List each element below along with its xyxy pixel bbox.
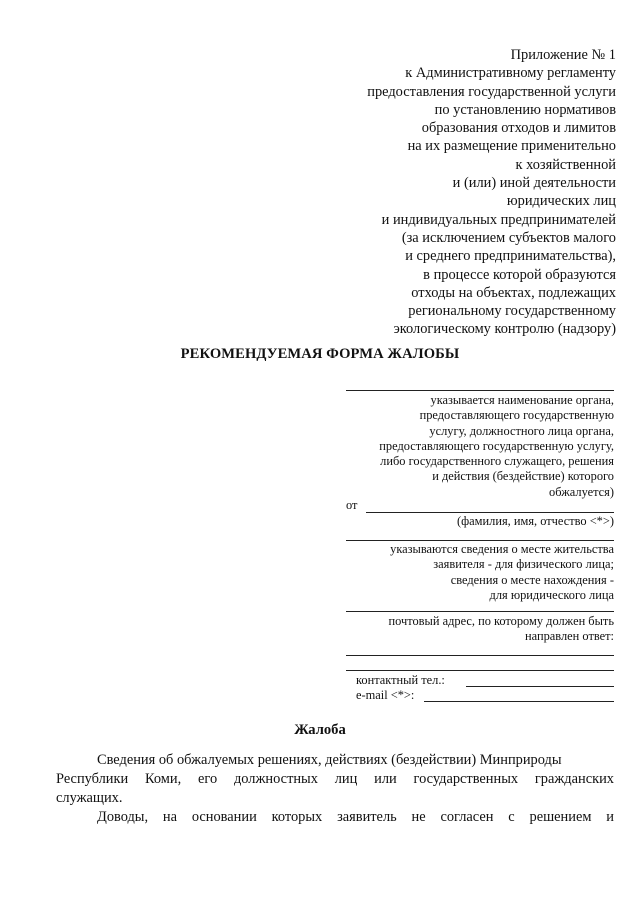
- hint-line: указывается наименование органа,: [430, 393, 614, 407]
- body-line: Доводы, на основании которых заявитель не согласен с решением и: [97, 809, 614, 825]
- hint-line: указываются сведения о месте жительства: [390, 542, 614, 556]
- appendix-line: юридических лиц: [506, 193, 616, 210]
- appendix-line: по установлению нормативов: [434, 101, 616, 118]
- complaint-body-paragraph-1-cont: [56, 770, 614, 808]
- appendix-line: на их размещение применительно: [407, 138, 616, 155]
- appendix-line: к Административному регламенту: [405, 65, 616, 82]
- appendix-line: региональному государственному: [408, 303, 616, 320]
- hint-line: предоставляющего государственную услугу,: [379, 438, 614, 453]
- appendix-line: и среднего предпринимательства),: [405, 248, 616, 265]
- form-title: РЕКОМЕНДУЕМАЯ ФОРМА ЖАЛОБЫ: [180, 346, 460, 362]
- body-line: служащих.: [56, 790, 123, 806]
- addressee-input-line[interactable]: [346, 390, 614, 391]
- postal-answer-line-2[interactable]: [346, 670, 614, 671]
- phone-label: контактный тел.:: [356, 673, 445, 687]
- hint-line: услугу, должностного лица органа,: [429, 423, 614, 438]
- complaint-body-paragraph-2: [97, 808, 614, 827]
- body-line: Республики Коми, его должностных лиц или государственных гражданских: [56, 771, 614, 787]
- body-line: Сведения об обжалуемых решениях, действиях (бездействии) Минприроды: [97, 752, 562, 768]
- appendix-header: [316, 46, 616, 339]
- hint-line: обжалуется): [549, 484, 614, 499]
- hint-line: и действия (бездействие) которого: [432, 469, 614, 484]
- name-hint: (фамилия, имя, отчество <*>): [457, 514, 614, 528]
- addressee-hint: [379, 393, 614, 500]
- complaint-body-paragraph-1: [97, 751, 614, 770]
- appendix-line: и (или) иной деятельности: [452, 175, 616, 192]
- postal-hint: [388, 614, 614, 645]
- from-label: от: [346, 498, 358, 512]
- hint-line: предоставляющего государственную: [419, 408, 614, 423]
- appendix-line: образования отходов и лимитов: [421, 120, 616, 137]
- appendix-line: и индивидуальных предпринимателей: [381, 211, 616, 228]
- appendix-line: отходы на объектах, подлежащих: [411, 284, 616, 301]
- residence-hint: [390, 542, 614, 603]
- postal-answer-line-1[interactable]: [346, 655, 614, 656]
- appendix-line: Приложение № 1: [510, 47, 616, 63]
- hint-line: для юридического лица: [489, 587, 614, 602]
- appendix-line: в процессе которой образуются: [423, 266, 616, 283]
- postal-address-input-line[interactable]: [346, 611, 614, 612]
- appendix-line: предоставления государственной услуги: [367, 83, 616, 100]
- hint-line: заявителя - для физического лица;: [433, 557, 614, 572]
- complaint-title: Жалоба: [294, 722, 346, 738]
- applicant-name-input-line[interactable]: [366, 512, 614, 513]
- phone-input-line[interactable]: [466, 686, 614, 687]
- appendix-line: к хозяйственной: [515, 156, 616, 173]
- appendix-line: (за исключением субъектов малого: [401, 229, 616, 246]
- hint-line: либо государственного служащего, решения: [380, 454, 614, 469]
- hint-line: направлен ответ:: [525, 629, 614, 644]
- residence-input-line[interactable]: [346, 540, 614, 541]
- hint-line: сведения о месте нахождения -: [450, 572, 614, 587]
- email-input-line[interactable]: [424, 701, 614, 702]
- email-label: e-mail <*>:: [356, 688, 415, 702]
- hint-line: почтовый адрес, по которому должен быть: [388, 614, 614, 628]
- appendix-line: экологическому контролю (надзору): [393, 321, 616, 338]
